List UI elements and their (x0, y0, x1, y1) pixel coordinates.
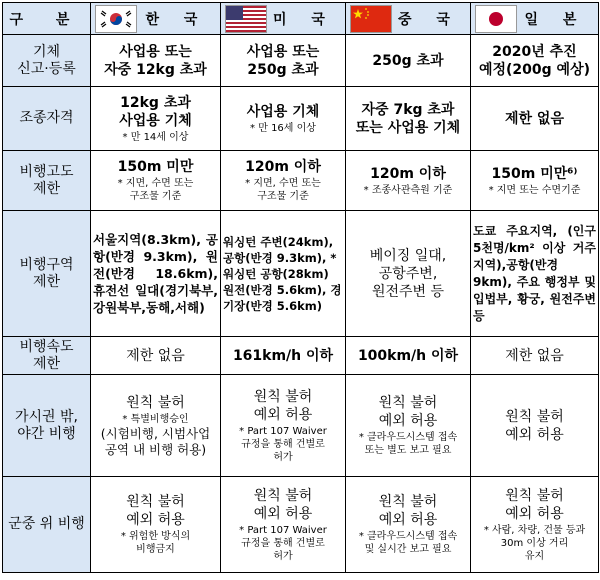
table-row (3, 151, 599, 211)
table-cell (91, 211, 221, 337)
row-category-speed (3, 337, 91, 375)
cell-main-text: 원칙 불허 예외 허용 (505, 408, 564, 443)
header-row (3, 3, 599, 35)
table-cell (346, 35, 471, 87)
category-label: 기체 신고·등록 (17, 43, 76, 77)
cell-main-text: 원칙 불허 예외 허용 (253, 487, 313, 522)
cell-main-text: 2020년 추진 예정(200g 예상) (478, 43, 590, 78)
table-cell (91, 35, 221, 87)
row-category-flight-zone (3, 211, 91, 337)
korea-flag-icon (95, 5, 137, 33)
cell-main-text: 워싱턴 주변(24km), 공항(반경 9.3km), *워싱턴 공항(28km) 원전(반경 5.6km), 경기장(반경 5.6km) (223, 234, 342, 313)
country-header-japan (471, 3, 599, 35)
table-cell (221, 375, 346, 477)
table-row (3, 35, 599, 87)
drone-regulation-comparison-table (2, 2, 599, 573)
cell-main-text: 제한 없음 (505, 110, 564, 127)
country-name-japan: 일 본 (524, 11, 587, 28)
table-cell (471, 151, 599, 211)
cell-main-text: 자중 7kg 초과 또는 사업용 기체 (355, 101, 461, 136)
cell-main-text: 원칙 불허 (126, 394, 185, 411)
country-header-korea (91, 3, 221, 35)
cell-note: * 지면 또는 수면기준 (488, 184, 581, 196)
category-label: 비행구역 제한 (19, 256, 74, 290)
table-cell (471, 87, 599, 151)
cell-main-text: 150m 미만 (117, 159, 194, 175)
table-row (3, 337, 599, 375)
category-label: 조종자격 (19, 110, 74, 126)
cell-main-text: 사업용 또는 자중 12kg 초과 (104, 43, 207, 78)
cell-note: * Part 107 Waiver 규정을 통해 건별로 허가 (239, 524, 327, 562)
china-flag-icon (350, 5, 392, 33)
cell-main-text: 제한 없음 (126, 347, 185, 364)
cell-note: * 지면, 수면 또는 구조물 기준 (245, 178, 321, 202)
cell-main-text: 161km/h 이하 (232, 347, 334, 364)
category-label: 군중 위 비행 (8, 516, 85, 532)
table-cell (346, 477, 471, 573)
table-cell (221, 151, 346, 211)
cell-main-text: 제한 없음 (505, 347, 564, 364)
row-category-pilot-license (3, 87, 91, 151)
table-cell (91, 477, 221, 573)
cell-note: * 조종사관측원 기준 (363, 184, 453, 196)
cell-note: * 클라우드시스템 접속 및 실시간 보고 필요 (358, 531, 458, 555)
table-cell (91, 87, 221, 151)
cell-main-text: 원칙 불허 예외 허용 (378, 494, 438, 528)
cell-main-text: 100km/h 이하 (357, 347, 459, 364)
table-cell (471, 211, 599, 337)
regulation-table-container (2, 2, 598, 573)
row-category-bvlos-night (3, 375, 91, 477)
cell-main-text: 120m 이하 (245, 159, 321, 175)
table-cell (221, 211, 346, 337)
cell-main-text: 150m 미만⁶⁾ (491, 165, 578, 182)
country-name-china: 중 국 (398, 11, 460, 28)
table-cell (221, 35, 346, 87)
country-header-china (346, 3, 471, 35)
category-label: 비행속도 제한 (19, 338, 74, 372)
table-row (3, 211, 599, 337)
table-cell (471, 337, 599, 375)
table-row (3, 87, 599, 151)
table-cell (346, 337, 471, 375)
row-category-registration (3, 35, 91, 87)
table-row (3, 375, 599, 477)
row-category-over-crowd (3, 477, 91, 573)
cell-note: * Part 107 Waiver 규정을 통해 건별로 허가 (239, 425, 327, 463)
table-cell (471, 375, 599, 477)
table-cell (346, 375, 471, 477)
cell-note: * 만 16세 이상 (250, 122, 316, 134)
cell-main-text: 베이징 일대, 공항주변, 원전주변 등 (369, 247, 447, 300)
cell-note: * 특별비행승인 (122, 413, 189, 425)
usa-flag-icon (225, 5, 267, 33)
table-cell (221, 337, 346, 375)
table-cell (346, 87, 471, 151)
table-cell (346, 151, 471, 211)
cell-main-text: 사업용 또는 250g 초과 (246, 43, 320, 78)
cell-main-text: 원칙 불허 예외 허용 (126, 494, 185, 528)
category-label: 가시권 밖, 야간 비행 (15, 408, 78, 442)
table-cell (221, 87, 346, 151)
cell-note: * 사람, 차량, 건물 등과 30m 이상 거리 유지 (483, 524, 586, 562)
cell-note: * 위험한 방식의 비행금지 (120, 531, 191, 555)
cell-main-text: 원칙 불허 예외 허용 (253, 388, 313, 423)
table-cell (221, 477, 346, 573)
table-cell (91, 337, 221, 375)
category-header: 구 분 (3, 3, 91, 35)
cell-main-text: 120m 이하 (370, 165, 446, 182)
category-label: 비행고도 제한 (19, 163, 74, 197)
table-cell (471, 35, 599, 87)
table-cell (471, 477, 599, 573)
country-name-usa: 미 국 (273, 11, 335, 28)
table-cell (91, 375, 221, 477)
row-category-altitude (3, 151, 91, 211)
table-row (3, 477, 599, 573)
table-cell (346, 211, 471, 337)
japan-flag-icon (475, 5, 517, 33)
cell-note: * 만 14세 이상 (122, 131, 189, 143)
cell-main-text: 서울지역(8.3km), 공항(반경 9.3km), 원전(반경 18.6km), 휴전선 일대(경기북부,강원북부,동해,서해) (93, 232, 218, 315)
cell-extra-text: (시험비행, 시범사업 공역 내 비행 허용) (100, 425, 211, 457)
cell-main-text: 원칙 불허 예외 허용 (505, 487, 564, 522)
cell-note: * 클라우드시스템 접속 또는 별도 보고 필요 (358, 432, 458, 456)
country-header-usa (221, 3, 346, 35)
table-cell (91, 151, 221, 211)
country-name-korea: 한 국 (145, 11, 208, 28)
cell-note: * 지면, 수면 또는 구조물 기준 (117, 178, 194, 202)
cell-main-text: 도쿄 주요지역, (인구 5천명/km² 이상 거주지역),공항(반경 9km), 주요 행정부 및 입법부, 황궁, 원전주변 등 (473, 223, 596, 323)
cell-main-text: 사업용 기체 (246, 103, 320, 120)
cell-main-text: 12kg 초과 사업용 기체 (119, 94, 192, 129)
cell-main-text: 250g 초과 (372, 52, 444, 69)
cell-main-text: 원칙 불허 예외 허용 (378, 395, 438, 429)
